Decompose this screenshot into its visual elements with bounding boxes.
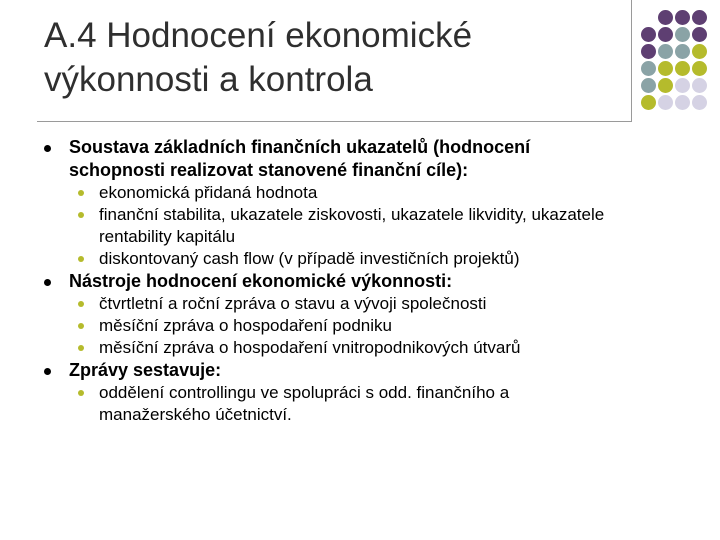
sub-bullet-icon (78, 212, 84, 218)
sub-bullet-icon (78, 301, 84, 307)
decor-dot (675, 78, 690, 93)
decor-dot (692, 61, 707, 76)
bullet-text: Zprávy sestavuje: (69, 360, 222, 380)
decor-dot (658, 10, 673, 25)
sub-bullet-icon (78, 256, 84, 262)
bullet-item (69, 136, 609, 270)
decor-dot (692, 44, 707, 59)
decor-dot (658, 78, 673, 93)
decor-dot (675, 27, 690, 42)
decor-dot (641, 44, 656, 59)
sub-bullet-icon (78, 390, 84, 396)
slide-body (0, 136, 720, 426)
sub-bullet-item (99, 204, 619, 248)
bullet-text: Soustava základních finančních ukazatelů (hodnocení schopnosti realizovat stanovené finanční cíle): (69, 137, 531, 180)
decor-dot (658, 95, 673, 110)
sub-bullet-text: finanční stabilita, ukazatele ziskovosti, ukazatele likvidity, ukazatele rentability kapitálu (99, 205, 605, 246)
bullet-icon (44, 145, 51, 152)
decor-dot (641, 95, 656, 110)
sub-bullet-item (99, 315, 619, 337)
bullet-text: Nástroje hodnocení ekonomické výkonnosti: (69, 271, 453, 291)
sub-bullet-text: čtvrtletní a roční zpráva o stavu a vývoji společnosti (99, 294, 487, 313)
sub-bullet-text: měsíční zpráva o hospodaření vnitropodnikových útvarů (99, 338, 521, 357)
sub-bullet-text: oddělení controllingu ve spolupráci s odd. finančního a manažerského účetnictví. (99, 383, 510, 424)
sub-bullet-icon (78, 323, 84, 329)
decor-dot (641, 61, 656, 76)
corner-divider (631, 0, 632, 122)
decor-dot (641, 27, 656, 42)
decor-dot (692, 78, 707, 93)
bullet-item (69, 270, 609, 359)
sub-bullet-item (99, 248, 619, 270)
decor-dot (692, 27, 707, 42)
sub-bullet-icon (78, 345, 84, 351)
decor-dot (675, 61, 690, 76)
decor-dot (692, 95, 707, 110)
sub-bullet-item (99, 382, 619, 426)
bullet-icon (44, 368, 51, 375)
decor-dot (675, 95, 690, 110)
title-underline (37, 121, 631, 122)
sub-bullet-text: diskontovaný cash flow (v případě investičních projektů) (99, 249, 520, 268)
decor-dot (675, 44, 690, 59)
decor-dot (658, 61, 673, 76)
decor-dot (675, 10, 690, 25)
decorative-dot-grid (641, 10, 713, 118)
decor-dot (641, 78, 656, 93)
sub-bullet-text: měsíční zpráva o hospodaření podniku (99, 316, 392, 335)
sub-bullet-item (99, 293, 619, 315)
decor-dot (692, 10, 707, 25)
sub-bullet-item (99, 337, 619, 359)
slide-title-line-1: A.4 Hodnocení ekonomické (44, 16, 473, 55)
bullet-item (69, 359, 609, 426)
slide-title (44, 14, 604, 102)
sub-bullet-item (99, 182, 619, 204)
sub-bullet-text: ekonomická přidaná hodnota (99, 183, 318, 202)
bullet-icon (44, 279, 51, 286)
decor-dot (658, 44, 673, 59)
decor-dot (658, 27, 673, 42)
slide-title-line-2: výkonnosti a kontrola (44, 60, 373, 99)
sub-bullet-icon (78, 190, 84, 196)
